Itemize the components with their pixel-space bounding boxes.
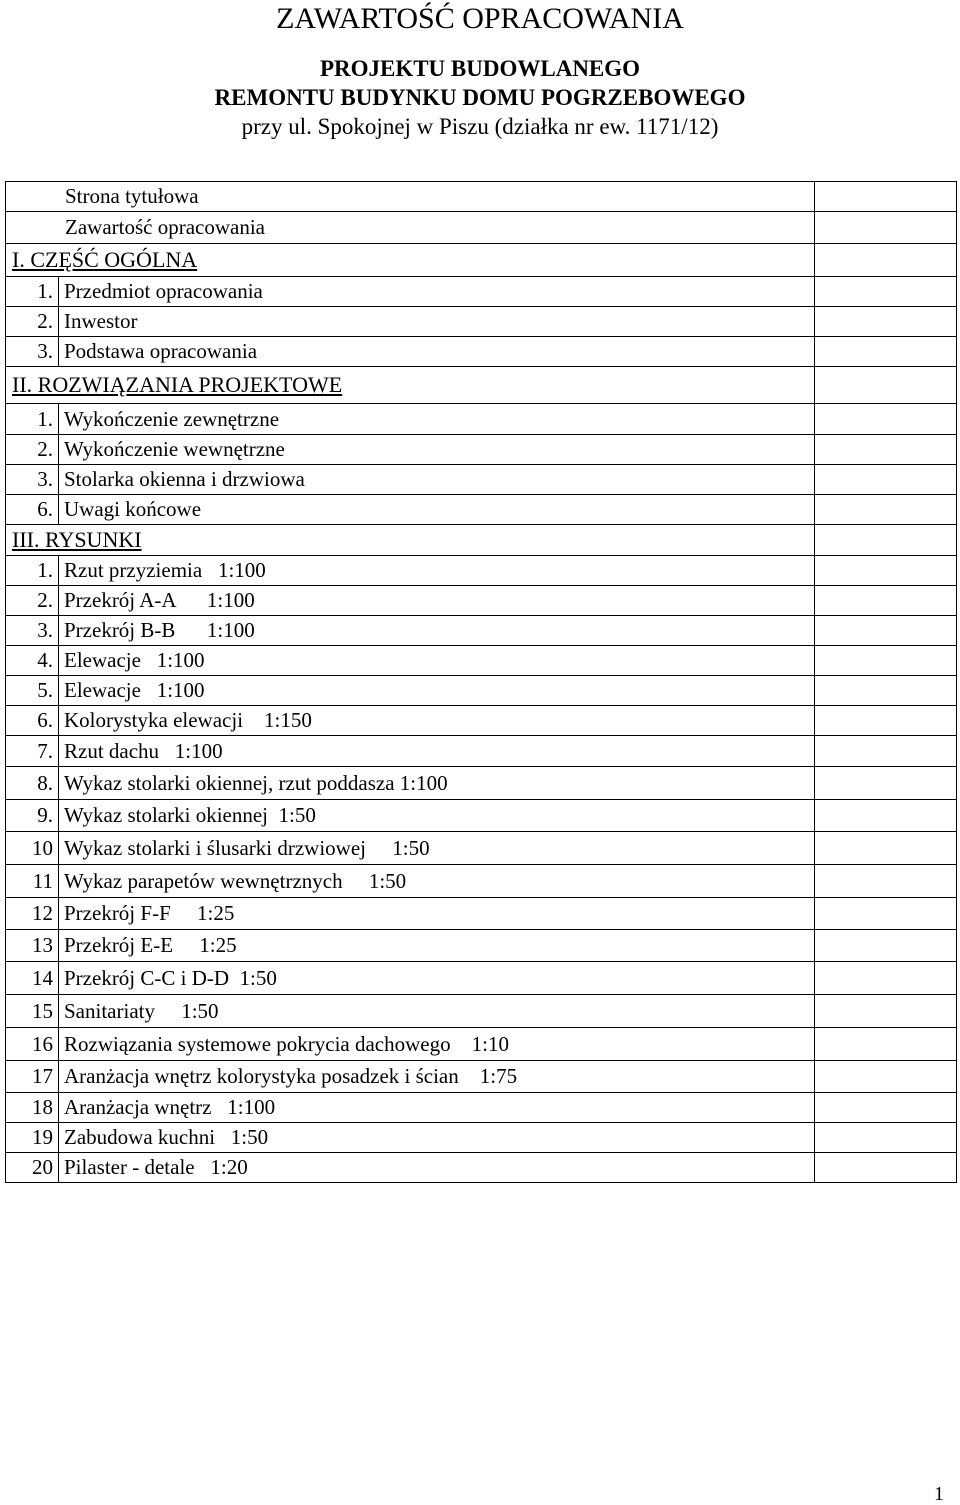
toc-item-label: Elewacje 1:100 — [59, 646, 815, 676]
toc-item-number: 18 — [6, 1093, 59, 1123]
toc-item-number: 6. — [6, 706, 59, 736]
toc-row — [6, 865, 957, 898]
toc-item-label: Przekrój B-B 1:100 — [59, 616, 815, 646]
toc-item-label: Wykończenie zewnętrzne — [59, 404, 815, 435]
toc-row — [6, 1093, 957, 1123]
toc-row — [6, 182, 957, 212]
toc-extra-cell — [815, 706, 957, 736]
toc-extra-cell — [815, 435, 957, 465]
toc-row — [6, 212, 957, 244]
toc-item-number: 12 — [6, 898, 59, 930]
document-title: ZAWARTOŚĆ OPRACOWANIA — [276, 2, 684, 35]
toc-row — [6, 307, 957, 337]
toc-item-label: Przedmiot opracowania — [59, 277, 815, 307]
toc-row — [6, 495, 957, 525]
toc-row — [6, 404, 957, 435]
toc-section-label: II. ROZWIĄZANIA PROJEKTOWE — [12, 372, 343, 397]
toc-extra-cell — [815, 1093, 957, 1123]
toc-extra-cell — [815, 1028, 957, 1061]
toc-section-row — [6, 244, 957, 277]
toc-item-number: 1. — [6, 404, 59, 435]
toc-extra-cell — [815, 865, 957, 898]
toc-extra-cell — [815, 767, 957, 800]
toc-item-label: Przekrój A-A 1:100 — [59, 586, 815, 616]
toc-item-number: 2. — [6, 586, 59, 616]
toc-body — [6, 182, 957, 1183]
toc-item-label: Elewacje 1:100 — [59, 676, 815, 706]
toc-item-label: Wykończenie wewnętrzne — [59, 435, 815, 465]
table-of-contents — [5, 181, 957, 1183]
toc-item-number: 2. — [6, 307, 59, 337]
toc-extra-cell — [815, 495, 957, 525]
toc-item-number: 13 — [6, 930, 59, 962]
toc-item-number: 19 — [6, 1123, 59, 1153]
toc-item-label: Rozwiązania systemowe pokrycia dachowego 1:10 — [59, 1028, 815, 1061]
toc-item-number: 2. — [6, 435, 59, 465]
toc-row — [6, 1153, 957, 1183]
toc-extra-cell — [815, 367, 957, 404]
toc-extra-cell — [815, 832, 957, 865]
toc-row — [6, 337, 957, 367]
toc-row — [6, 1061, 957, 1093]
toc-extra-cell — [815, 586, 957, 616]
toc-item-number: 17 — [6, 1061, 59, 1093]
toc-head-item: Zawartość opracowania — [6, 212, 815, 244]
toc-item-number: 10 — [6, 832, 59, 865]
toc-item-label: Stolarka okienna i drzwiowa — [59, 465, 815, 495]
toc-item-number: 3. — [6, 616, 59, 646]
toc-extra-cell — [815, 465, 957, 495]
toc-row — [6, 1028, 957, 1061]
toc-extra-cell — [815, 676, 957, 706]
toc-row — [6, 767, 957, 800]
subtitle-location: przy ul. Spokojnej w Piszu (działka nr ew. 1171/12) — [241, 114, 719, 139]
toc-item-label: Przekrój C-C i D-D 1:50 — [59, 962, 815, 995]
toc-item-label: Kolorystyka elewacji 1:150 — [59, 706, 815, 736]
toc-item-number: 9. — [6, 800, 59, 832]
toc-extra-cell — [815, 307, 957, 337]
toc-item-label: Rzut dachu 1:100 — [59, 736, 815, 767]
toc-item-label: Przekrój E-E 1:25 — [59, 930, 815, 962]
toc-item-number: 6. — [6, 495, 59, 525]
toc-extra-cell — [815, 962, 957, 995]
toc-item-label: Wykaz parapetów wewnętrznych 1:50 — [59, 865, 815, 898]
toc-extra-cell — [815, 337, 957, 367]
toc-row — [6, 832, 957, 865]
toc-row — [6, 586, 957, 616]
toc-extra-cell — [815, 736, 957, 767]
toc-item-number: 8. — [6, 767, 59, 800]
toc-item-number: 3. — [6, 337, 59, 367]
toc-extra-cell — [815, 525, 957, 556]
toc-row — [6, 435, 957, 465]
subtitle-project-name: REMONTU BUDYNKU DOMU POGRZEBOWEGO — [214, 85, 746, 110]
toc-extra-cell — [815, 930, 957, 962]
toc-item-number: 1. — [6, 556, 59, 586]
toc-extra-cell — [815, 1123, 957, 1153]
toc-row — [6, 962, 957, 995]
toc-extra-cell — [815, 277, 957, 307]
toc-item-number: 15 — [6, 995, 59, 1028]
toc-item-label: Zabudowa kuchni 1:50 — [59, 1123, 815, 1153]
toc-row — [6, 556, 957, 586]
toc-extra-cell — [815, 244, 957, 277]
toc-section-row — [6, 367, 957, 404]
toc-row — [6, 616, 957, 646]
toc-section-label: III. RYSUNKI — [12, 527, 142, 552]
toc-item-number: 1. — [6, 277, 59, 307]
toc-row — [6, 898, 957, 930]
toc-item-number: 14 — [6, 962, 59, 995]
toc-extra-cell — [815, 800, 957, 832]
toc-item-number: 7. — [6, 736, 59, 767]
toc-section-heading — [6, 244, 815, 277]
toc-section-heading — [6, 367, 815, 404]
toc-row — [6, 995, 957, 1028]
toc-item-label: Aranżacja wnętrz 1:100 — [59, 1093, 815, 1123]
toc-item-label: Podstawa opracowania — [59, 337, 815, 367]
toc-item-number: 16 — [6, 1028, 59, 1061]
toc-extra-cell — [815, 616, 957, 646]
toc-extra-cell — [815, 182, 957, 212]
toc-item-label: Pilaster - detale 1:20 — [59, 1153, 815, 1183]
toc-item-label: Rzut przyziemia 1:100 — [59, 556, 815, 586]
toc-item-label: Uwagi końcowe — [59, 495, 815, 525]
toc-row — [6, 930, 957, 962]
toc-extra-cell — [815, 1061, 957, 1093]
toc-item-label: Sanitariaty 1:50 — [59, 995, 815, 1028]
toc-item-number: 11 — [6, 865, 59, 898]
toc-extra-cell — [815, 646, 957, 676]
toc-section-heading — [6, 525, 815, 556]
toc-item-label: Inwestor — [59, 307, 815, 337]
toc-extra-cell — [815, 898, 957, 930]
toc-item-number: 20 — [6, 1153, 59, 1183]
toc-item-label: Przekrój F-F 1:25 — [59, 898, 815, 930]
toc-extra-cell — [815, 1153, 957, 1183]
toc-row — [6, 646, 957, 676]
toc-head-item: Strona tytułowa — [6, 182, 815, 212]
subtitle-project-type: PROJEKTU BUDOWLANEGO — [319, 56, 641, 81]
page-number: 1 — [934, 1483, 944, 1505]
toc-item-label: Wykaz stolarki okiennej, rzut poddasza 1:100 — [59, 767, 815, 800]
toc-row — [6, 706, 957, 736]
toc-item-number: 4. — [6, 646, 59, 676]
toc-row — [6, 800, 957, 832]
toc-extra-cell — [815, 995, 957, 1028]
toc-item-label: Wykaz stolarki i ślusarki drzwiowej 1:50 — [59, 832, 815, 865]
toc-row — [6, 465, 957, 495]
toc-item-label: Wykaz stolarki okiennej 1:50 — [59, 800, 815, 832]
toc-row — [6, 1123, 957, 1153]
toc-item-label: Aranżacja wnętrz kolorystyka posadzek i ścian 1:75 — [59, 1061, 815, 1093]
toc-section-label: I. CZĘŚĆ OGÓLNA — [12, 247, 198, 272]
toc-extra-cell — [815, 404, 957, 435]
toc-extra-cell — [815, 212, 957, 244]
toc-item-number: 5. — [6, 676, 59, 706]
toc-row — [6, 676, 957, 706]
toc-item-number: 3. — [6, 465, 59, 495]
toc-row — [6, 277, 957, 307]
toc-extra-cell — [815, 556, 957, 586]
toc-row — [6, 736, 957, 767]
toc-section-row — [6, 525, 957, 556]
